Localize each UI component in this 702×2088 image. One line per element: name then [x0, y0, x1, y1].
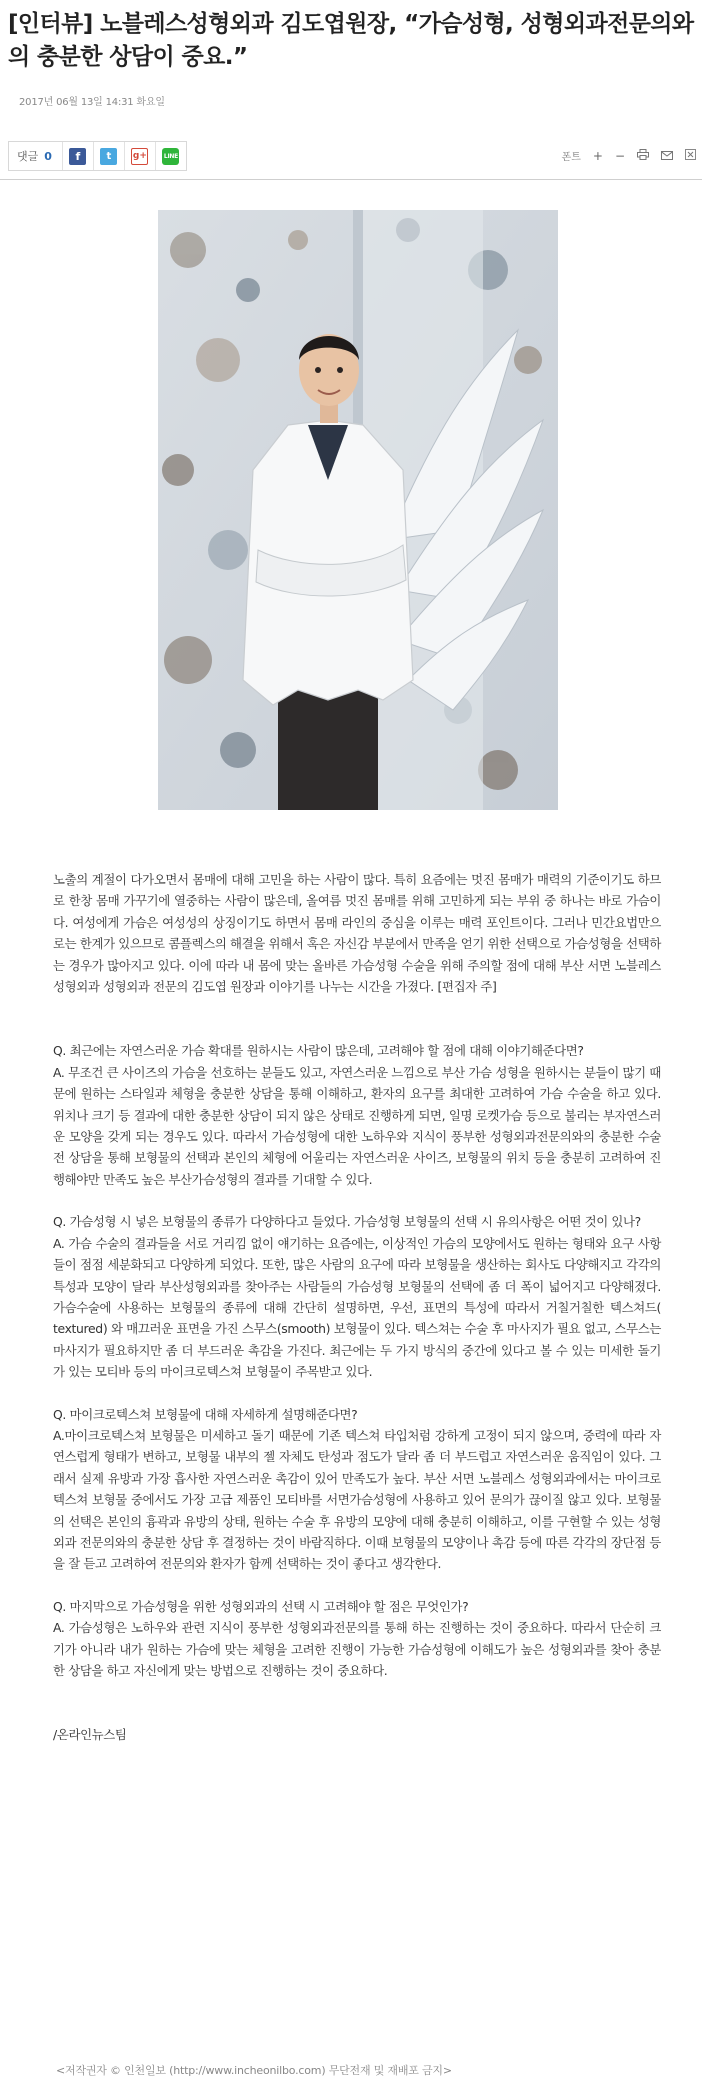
- article-headline: [인터뷰] 노블레스성형외과 김도엽원장, “가슴성형, 성형외과전문의와의 충분한 상담이 중요.”: [8, 11, 694, 70]
- question-2: Q. 가슴성형 시 넣은 보형물의 종류가 다양하다고 들었다. 가슴성형 보형물의 선택 시 유의사항은 어떤 것이 있나?: [53, 1214, 641, 1230]
- share-facebook-button[interactable]: [62, 142, 93, 170]
- paragraph-spacer: [53, 1383, 661, 1404]
- paragraph-spacer: [53, 997, 661, 1040]
- paragraph-spacer: [53, 1681, 661, 1724]
- question-3: Q. 마이크로텍스쳐 보형물에 대해 자세하게 설명해준다면?: [53, 1406, 358, 1422]
- comment-count: 0: [44, 149, 52, 163]
- article-byline: /온라인뉴스팀: [53, 1727, 127, 1743]
- doctor-portrait-illustration: [158, 210, 558, 810]
- font-label: 폰트: [561, 152, 581, 163]
- article-date: 2017년 06월 13일 14:31 화요일: [19, 97, 165, 108]
- question-1: Q. 최근에는 자연스러운 가슴 확대를 원하시는 사람이 많은데, 고려해야 할 점에 대해 이야기해준다면?: [53, 1043, 584, 1059]
- question-4: Q. 마지막으로 가슴성형을 위한 성형외과의 선택 시 고려해야 할 점은 무엇인가?: [53, 1598, 469, 1614]
- line-icon: LINE: [162, 148, 179, 165]
- article-intro: 노출의 계절이 다가오면서 몸매에 대해 고민을 하는 사람이 많다. 특히 요즘에는 멋진 몸매가 매력의 기준이기도 하므로 한창 몸매 가꾸기에 열중하는 사람이 많은데, 올여름 멋진 몸매를 위해 고민하게 되는 부위 중 하나는 바로 가슴이다. 여성에게 가슴은 여성성의 상징이기도 하면서 몸매 라인의 중심을 이루는 매력 포인트이다. 그러나 민간요법만으로는 한계가 있으므로 콤플렉스의 해결을 위해서 혹은 자신감 부분에서 만족을 얻기 위한 선택으로 가슴성형을 선택하는 경우가 많아지고 있다. 이에 따라 내 몸에 맞는 올바른 가슴성형 수술을 위해 주의할 점에 대해 부산 서면 노블레스성형외과 성형외과 전문의 김도엽 원장과 이야기를 나누는 시간을 가졌다. [편집자 주]: [53, 872, 661, 995]
- comment-button[interactable]: [9, 142, 62, 170]
- facebook-icon: f: [69, 148, 86, 165]
- answer-1: A. 무조건 큰 사이즈의 가슴을 선호하는 분들도 있고, 자연스러운 느낌으로 부산 가슴 성형을 원하시는 분들이 많기 때문에 원하는 스타일과 체형을 충분한 상담을 통해 이해하고, 환자의 요구를 최대한 고려하여 가슴 수술을 하고 있다. 위치나 크기 등 결과에 대한 충분한 상담이 되지 않은 상태로 진행하게 되면, 일명 로켓가슴 등으로 불리는 부자연스러운 모양을 갖게 되는 경우도 있다. 따라서 가슴성형에 대한 노하우와 지식이 풍부한 성형외과전문의와의 충분한 수술 전 상담을 통해 보형물의 선택과 본인의 체형에 어울리는 자연스러운 사이즈, 보형물의 위치 등을 충분히 고려하여 진행해야만 만족도 높은 부산가슴성형의 결과를 기대할 수 있다.: [53, 1064, 661, 1187]
- article-utilities: [562, 148, 696, 163]
- twitter-icon: t: [100, 148, 117, 165]
- font-decrease-button[interactable]: −: [614, 148, 625, 163]
- answer-3: A.마이크로텍스쳐 보형물은 미세하고 돌기 때문에 기존 텍스쳐 타입처럼 강하게 고정이 되지 않으며, 중력에 따라 자연스럽게 형태가 변하고, 보형물 내부의 젤 자체도 탄성과 점도가 달라 좀 더 부드럽고 자연스러운 움직임이 있다. 그래서 실제 유방과 가장 흡사한 자연스러운 촉감이 있어 만족도가 높다. 부산 서면 노블레스 성형외과에서는 마이크로 텍스쳐 보형물 중에서도 가장 고급 제품인 모티바를 서면가슴성형에 사용하고 있어 문의가 끊이질 않고 있다. 보형물의 선택은 본인의 흉곽과 유방의 상태, 원하는 수술 후 유방의 모양에 대해 충분히 이해하고, 이를 구현할 수 있는 성형외과 전문의와의 충분한 상담 후 결정하는 것이 바람직하다. 이때 보형물의 모양이나 촉감 등에 따른 각각의 장단점 등을 잘 듣고 고려하여 전문의와 환자가 함께 선택하는 것이 좋다고 생각한다.: [53, 1427, 661, 1572]
- share-twitter-button[interactable]: [93, 142, 124, 170]
- email-icon[interactable]: [661, 149, 673, 163]
- article-photo: [158, 210, 558, 810]
- header-divider: [0, 179, 702, 180]
- paragraph-spacer: [53, 1575, 661, 1596]
- answer-2: A. 가슴 수술의 결과들을 서로 거리낌 없이 얘기하는 요즘에는, 이상적인 가슴의 모양에서도 원하는 형태와 요구 사항들이 점점 세분화되고 다양하게 되었다. 또한, 많은 사람의 요구에 따라 보형물을 생산하는 회사도 다양해지고 각각의 특성과 모양이 달라 부산성형외과를 찾아주는 사람들의 가슴성형 보형물의 선택에 좀 더 폭이 넓어지고 다양해졌다. 가슴수술에 사용하는 보형물의 종류에 대해 간단히 설명하면, 우선, 표면의 특성에 따라서 거칠거칠한 텍스쳐드( textured) 와 매끄러운 표면을 가진 스무스(smooth) 보형물이 있다. 텍스쳐는 수술 후 마사지가 필요 없고, 스무스는 마사지가 필요하지만 좀 더 부드러운 촉감을 가진다. 최근에는 두 가지 방식의 중간에 있다고 볼 수 있는 미세한 돌기가 있는 모티바 등의 마이크로텍스쳐 보형물이 주목받고 있다.: [53, 1235, 661, 1380]
- google-plus-icon: g+: [131, 148, 148, 165]
- share-toolbar: [8, 141, 187, 171]
- font-increase-button[interactable]: +: [592, 148, 603, 163]
- comment-label: 댓글: [17, 150, 39, 163]
- copyright-notice: <저작권자 © 인천일보 (http://www.incheonilbo.com) 무단전재 및 재배포 금지>: [56, 2064, 452, 2077]
- share-line-button[interactable]: [155, 142, 186, 170]
- paragraph-spacer: [53, 1190, 661, 1211]
- share-google-plus-button[interactable]: [124, 142, 155, 170]
- answer-4: A. 가슴성형은 노하우와 관련 지식이 풍부한 성형외과전문의를 통해 하는 진행하는 것이 중요하다. 따라서 단순히 크기가 아니라 내가 원하는 가슴에 맞는 체형을 고려한 진행이 가능한 가슴성형에 이해도가 높은 성형외과를 찾아 충분한 상담을 하고 자신에게 맞는 방법으로 진행하는 것이 중요하다.: [53, 1620, 661, 1678]
- close-icon[interactable]: [685, 149, 696, 163]
- article-body: [53, 869, 661, 1746]
- print-icon[interactable]: [637, 149, 649, 163]
